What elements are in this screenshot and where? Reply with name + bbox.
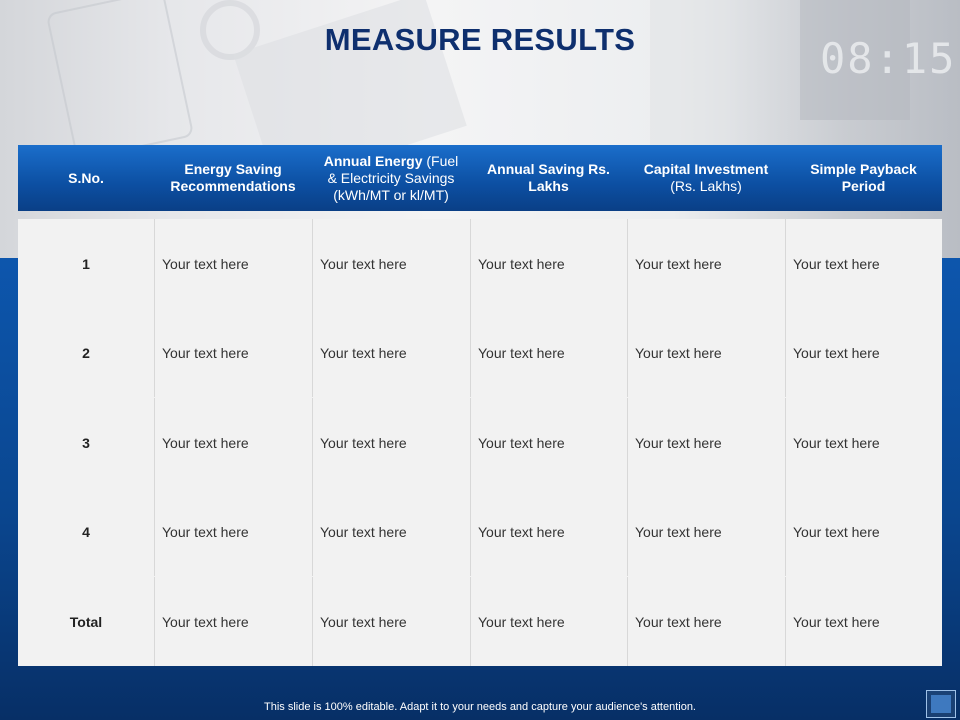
table-header	[18, 145, 942, 211]
row-number: 1	[82, 255, 90, 272]
table-cell[interactable]: Your text here	[470, 219, 627, 308]
table-cell[interactable]: Your text here	[627, 308, 785, 397]
header-annual-saving: Annual Saving Rs. Lakhs	[487, 161, 610, 194]
header-payback-period: Simple Payback Period	[810, 161, 917, 194]
table-row	[18, 577, 942, 666]
table-cell[interactable]: Your text here	[312, 308, 470, 397]
table-cell[interactable]: Your text here	[785, 487, 942, 576]
table-cell[interactable]: Your text here	[154, 577, 312, 666]
background-clock-text: 08:15	[820, 34, 957, 83]
table-cell[interactable]: Your text here	[470, 577, 627, 666]
table-cell[interactable]: Your text here	[470, 487, 627, 576]
table-row	[18, 308, 942, 397]
slide-corner-icon	[926, 690, 956, 718]
table-cell[interactable]: Your text here	[312, 577, 470, 666]
table-cell[interactable]: Your text here	[627, 219, 785, 308]
table-cell[interactable]: Your text here	[154, 308, 312, 397]
page-title: MEASURE RESULTS	[324, 22, 636, 57]
table-cell[interactable]: Your text here	[154, 398, 312, 487]
table-cell[interactable]: Your text here	[470, 398, 627, 487]
row-number: 3	[82, 434, 90, 451]
table-cell[interactable]: Your text here	[785, 219, 942, 308]
table-cell[interactable]: Your text here	[470, 308, 627, 397]
footer-note: This slide is 100% editable. Adapt it to your needs and capture your audience's attention.	[264, 701, 696, 713]
table-row	[18, 487, 942, 576]
header-capital-investment: Capital Investment (Rs. Lakhs)	[643, 161, 769, 194]
row-number: Total	[69, 613, 103, 630]
table-cell[interactable]: Your text here	[785, 308, 942, 397]
table-cell[interactable]: Your text here	[627, 398, 785, 487]
table-row	[18, 219, 942, 308]
table-cell[interactable]: Your text here	[312, 487, 470, 576]
header-annual-energy: Annual Energy (Fuel & Electricity Savings (kWh/MT or kl/MT)	[323, 152, 459, 203]
table-cell[interactable]: Your text here	[627, 487, 785, 576]
header-recommendations: Energy Saving Recommendations	[170, 161, 296, 194]
table-cell[interactable]: Your text here	[154, 487, 312, 576]
table-cell[interactable]: Your text here	[312, 398, 470, 487]
table-cell[interactable]: Your text here	[154, 219, 312, 308]
header-sno: S.No.	[68, 169, 104, 186]
row-number: 4	[82, 523, 90, 540]
table-cell[interactable]: Your text here	[627, 577, 785, 666]
table-cell[interactable]: Your text here	[312, 219, 470, 308]
row-number: 2	[82, 344, 90, 361]
table-body	[18, 219, 942, 666]
table-cell[interactable]: Your text here	[785, 577, 942, 666]
table-cell[interactable]: Your text here	[785, 398, 942, 487]
table-row	[18, 398, 942, 487]
